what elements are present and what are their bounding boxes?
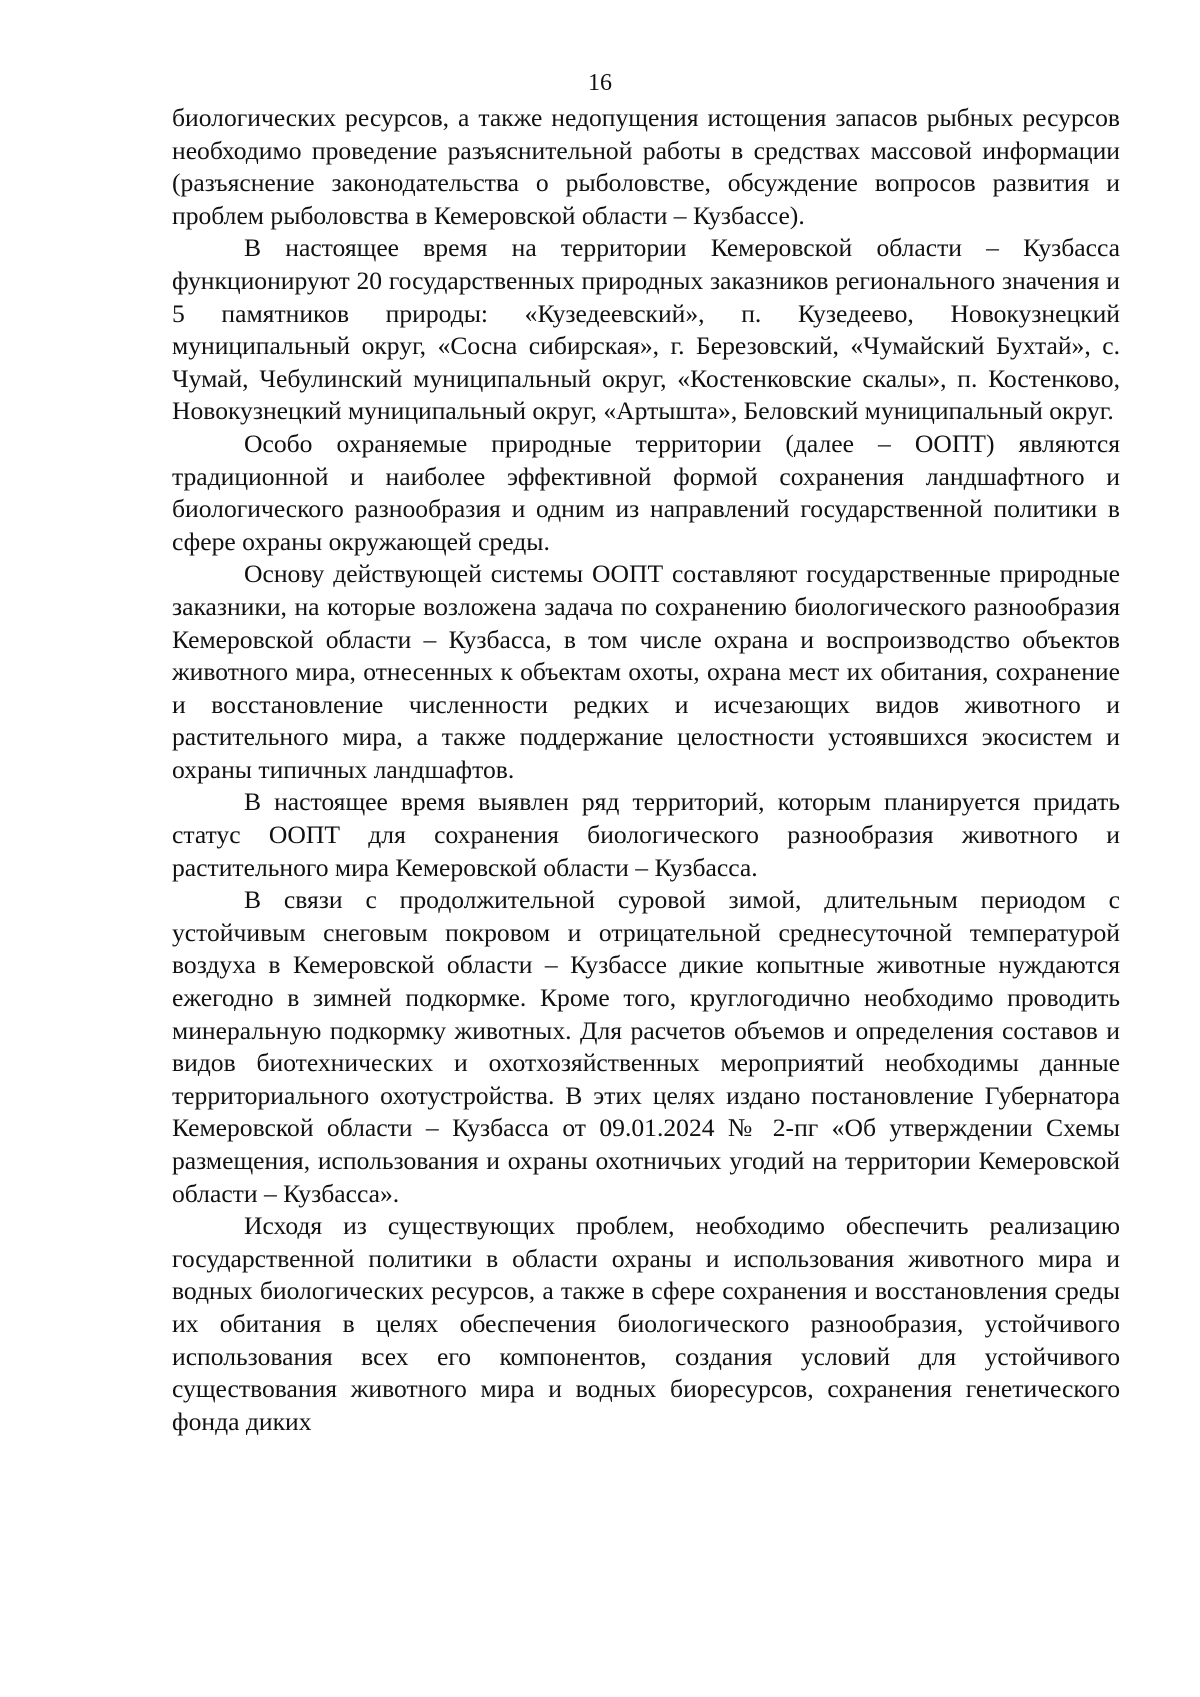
paragraph-continuation: биологических ресурсов, а также недопущения истощения запасов рыбных ресурсов необходимо проведение разъяснительной работы в средствах массовой информации (разъяснение законодательства о рыболовстве, обсуждение вопросов развития и проблем рыболовства в Кемеровской области – Кузбассе).	[172, 103, 1120, 230]
paragraph-new-territories: В настоящее время выявлен ряд территорий, которым планируется придать статус ООПТ для сохранения биологического разнообразия животного и растительного мира Кемеровской области – Кузбасса.	[172, 787, 1120, 882]
paragraph-reserves-system: Основу действующей системы ООПТ составляют государственные природные заказники, на которые возложена задача по сохранению биологического разнообразия Кемеровской области – Кузбасса, в том числе охрана и воспроизводство объектов животного мира, отнесенных к объектам охоты, охрана мест их обитания, сохранение и восстановление численности редких и исчезающих видов животного и растительного мира, а также поддержание целостности устоявшихся экосистем и охраны типичных ландшафтов.	[172, 559, 1120, 784]
page-number: 16	[588, 70, 612, 96]
paragraph-policy-goals: Исходя из существующих проблем, необходимо обеспечить реализацию государственной политики в области охраны и использования животного мира и водных биологических ресурсов, а также в сфере сохранения и восстановления среды их обитания в целях обеспечения биологического разнообразия, устойчивого использования всех его компонентов, создания условий для устойчивого существования животного мира и водных биоресурсов, сохранения генетического фонда диких	[172, 1211, 1120, 1436]
paragraph-oopt-definition: Особо охраняемые природные территории (далее – ООПТ) являются традиционной и наиболее эффективной формой сохранения ландшафтного и биологического разнообразия и одним из направлений государственной политики в сфере охраны окружающей среды.	[172, 428, 1120, 556]
paragraph-protected-areas-list: В настоящее время на территории Кемеровской области – Кузбасса функционируют 20 государственных природных заказников регионального значения и 5 памятников природы: «Кузедеевский», п. Кузедеево, Новокузнецкий муниципальный округ, «Сосна сибирская», г. Березовский, «Чумайский Бухтай», с. Чумай, Чебулинский муниципальный округ, «Костенковские скалы», п. Костенково, Новокузнецкий муниципальный округ, «Артышта», Беловский муниципальный округ.	[172, 233, 1120, 426]
paragraph-winter-feeding: В связи с продолжительной суровой зимой, длительным периодом с устойчивым снеговым покровом и отрицательной среднесуточной температурой воздуха в Кемеровской области – Кузбассе дикие копытные животные нуждаются ежегодно в зимней подкормке. Кроме того, круглогодично необходимо проводить минеральную подкормку животных. Для расчетов объемов и определения составов и видов биотехнических и охотхозяйственных мероприятий необходимы данные территориального охотустройства. В этих целях издано постановление Губернатора Кемеровской области – Кузбасса от 09.01.2024 № 2-пг «Об утверждении Схемы размещения, использования и охраны охотничьих угодий на территории Кемеровской области – Кузбасса».	[172, 885, 1120, 1208]
document-body	[172, 102, 1120, 1438]
